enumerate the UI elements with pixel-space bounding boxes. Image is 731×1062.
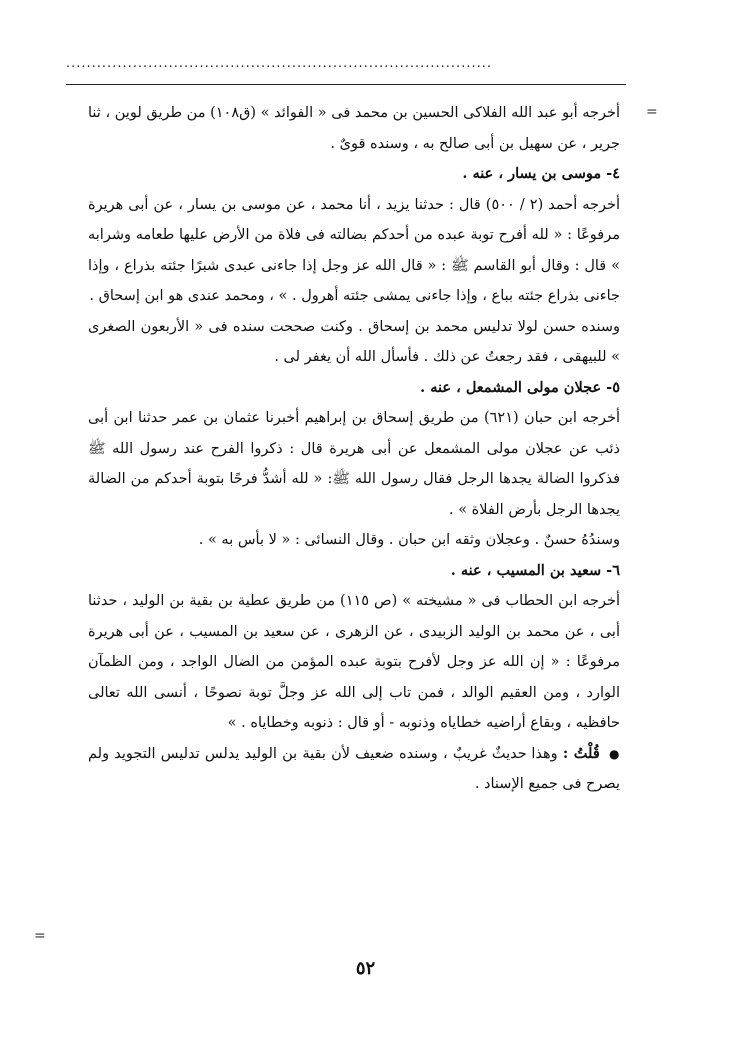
paragraph-ahmad-grading: وسنده حسن لولا تدليس محمد بن إسحاق . وكنت صححت سنده فى « الأربعون الصغرى » للبيهقى ، فقد رجعتُ عن ذلك . فأسأل الله أن يغفر لى . bbox=[88, 318, 620, 365]
margin-mark-top: = bbox=[646, 104, 658, 120]
page-body bbox=[88, 98, 620, 800]
section-heading-said-ibn-musayyib: ٦- سعيد بن المسيب ، عنه . bbox=[450, 561, 620, 579]
bullet-icon: ● bbox=[608, 746, 620, 761]
paragraph-falaki-source: أخرجه أبو عبد الله الفلاكى الحسين بن محمد فى « الفوائد » (ق١٠٨) من طريق لوين ، ثنا جرير ، عن سهيل بن أبى صالح به ، وسنده قوىٌ . bbox=[88, 105, 621, 152]
margin-mark-bottom: = bbox=[34, 928, 46, 944]
paragraph-ahmad-source: أخرجه أحمد (٢ / ٥٠٠) قال : حدثنا يزيد ، أنا محمد ، عن موسى بن يسار ، عن أبى هريرة مرفوعًا : « لله أفرح توبة عبده من أحدكم بضالته فى فلاة من الأرض عليها طعامه وشرابه » قال : وقال أبو القاسم ﷺ : « قال الله عز وجل إذا جاءنى عبدى شبرًا جئته بذراع ، وإذا جاءنى بذراع جئته بباع ، وإذا جاءنى يمشى جئته أهرول . » ، ومحمد عندى هو ابن إسحاق . bbox=[88, 196, 620, 304]
author-note-label: قُلْتُ : bbox=[562, 744, 600, 762]
section-heading-musa-ibn-yasar: ٤- موسى بن يسار ، عنه . bbox=[462, 165, 620, 182]
paragraph-ibn-hibban-source: أخرجه ابن حبان (٦٢١) من طريق إسحاق بن إبراهيم أخبرنا عثمان بن عمر حدثنا ابن أبى ذئب عن عجلان مولى المشمعل عن أبى هريرة قال : ذكروا الفرح عند رسول الله ﷺ فذكروا الضالة يجدها الرجل فقال رسول الله ﷺ: « لله أشدُّ فرحًا بتوبة أحدكم من الضالة يجدها الرجل بأرض الفلاة » . bbox=[88, 410, 620, 518]
page-number: ٥٢ bbox=[355, 958, 376, 979]
paragraph-ibn-hattab-source: أخرجه ابن الحطاب فى « مشيخته » (ص ١١٥) من طريق عطية بن بقية بن الوليد ، حدثنا أبى ، عن محمد بن الوليد الزبيدى ، عن الزهرى ، عن سعيد بن المسيب ، عن أبى هريرة مرفوعًا : « إن الله عز وجل لأفرح بتوبة عبده المؤمن من الضال الواجد ، ومن الظمآن الوارد ، ومن العقيم الوالد ، فمن تاب إلى الله عز وجلَّ توبة نصوحًا ، أنسى الله تعالى حافظيه ، وبقاع أراضيه خطاياه وذنوبه - أو قال : ذنوبه وخطاياه . » bbox=[88, 593, 620, 731]
section-heading-ajlan: ٥- عجلان مولى المشمعل ، عنه . bbox=[420, 378, 620, 396]
paragraph-ibn-hibban-grading: وسندُهُ حسنٌ . وعجلان وثقه ابن حبان . وقال النسائى : « لا بأس به » . bbox=[198, 532, 620, 548]
header-rule bbox=[66, 84, 626, 85]
author-note-text: وهذا حديثٌ غريبٌ ، وسنده ضعيف لأن بقية بن الوليد يدلس تدليس التجويد ولم يصرح فى جميع الإسناد . bbox=[88, 745, 620, 792]
header-dotted-line: ................................................................................... bbox=[66, 56, 492, 71]
author-note bbox=[88, 739, 620, 800]
